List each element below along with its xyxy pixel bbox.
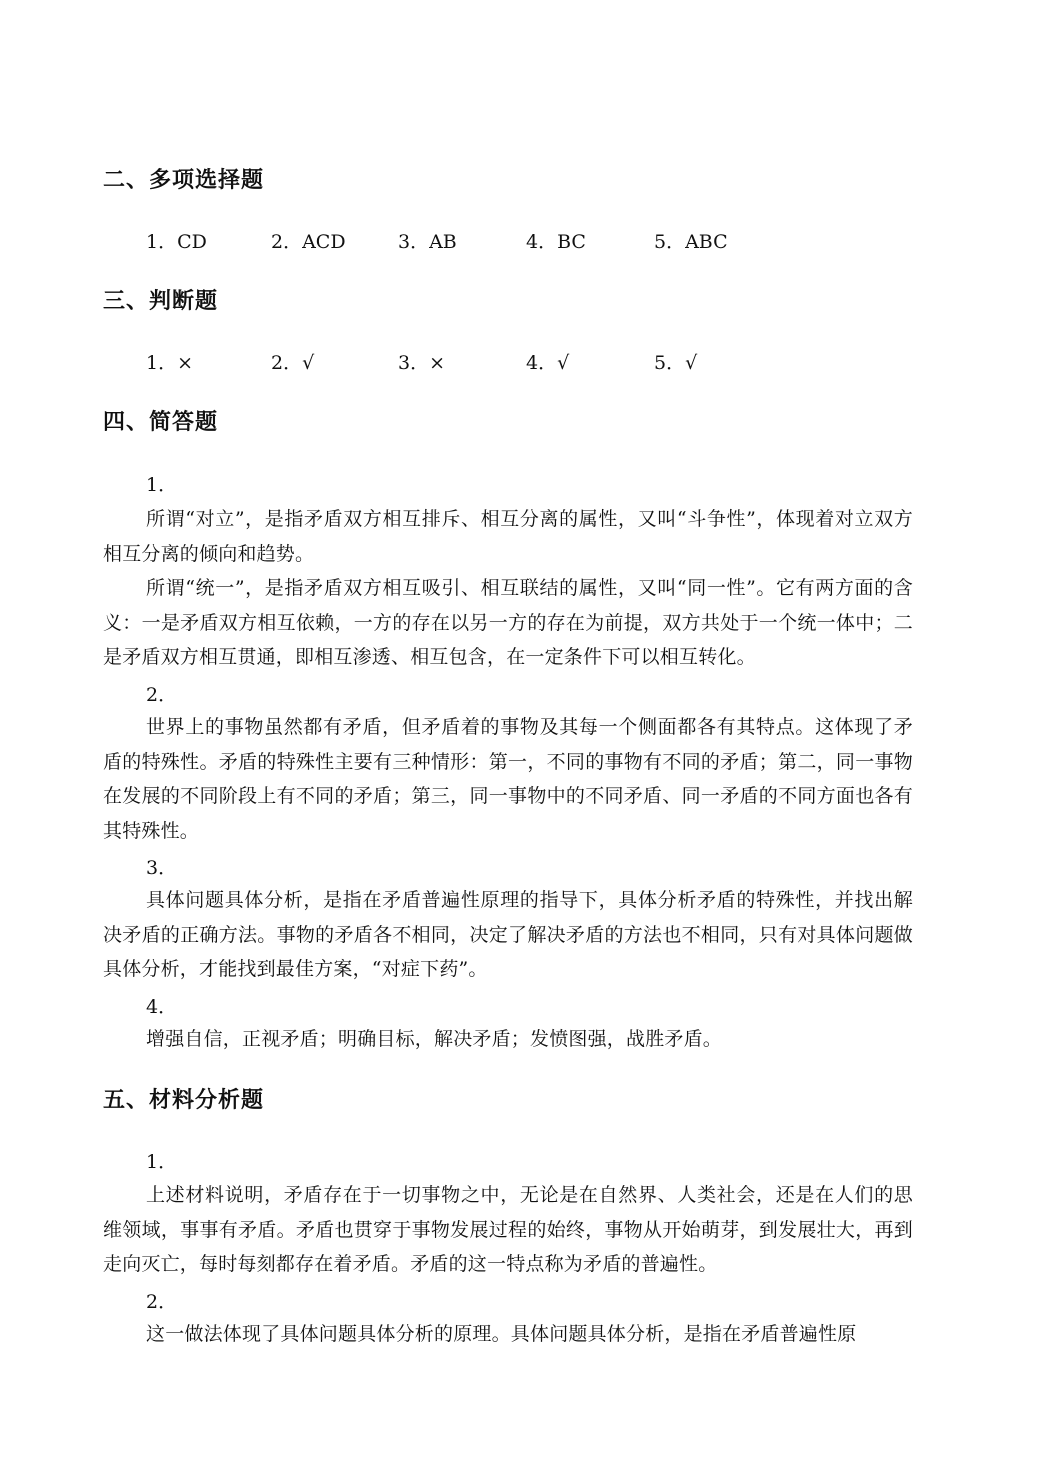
question-number: 2． [146, 684, 178, 706]
section-heading-multiple-choice: 二、多项选择题 [103, 168, 265, 193]
answer-item: 1．× [146, 352, 194, 374]
answer-paragraph: 所谓“对立”，是指矛盾双方相互排斥、相互分离的属性，又叫“斗争性”，体现着对立双方相互分离的倾向和趋势。 [103, 508, 913, 565]
answer-paragraph: 这一做法体现了具体问题具体分析的原理。具体问题具体分析，是指在矛盾普遍性原 [146, 1323, 857, 1345]
answer-paragraph: 具体问题具体分析，是指在矛盾普遍性原理的指导下，具体分析矛盾的特殊性，并找出解决矛盾的正确方法。事物的矛盾各不相同，决定了解决矛盾的方法也不相同，只有对具体问题做具体分析，才能找到最佳方案，“对症下药”。 [103, 889, 913, 980]
answer-item: 3．× [398, 352, 446, 374]
answer-item: 1．CD [146, 231, 207, 253]
answer-item: 2．ACD [271, 231, 346, 253]
section-heading-true-false: 三、判断题 [103, 289, 219, 314]
section-heading-short-answer: 四、简答题 [103, 410, 219, 435]
answer-item: 3．AB [398, 231, 457, 253]
question-number: 4． [146, 996, 178, 1018]
answer-item: 5．√ [654, 352, 698, 374]
answer-paragraph: 增强自信，正视矛盾；明确目标，解决矛盾；发愤图强，战胜矛盾。 [146, 1028, 723, 1050]
multiple-choice-answers [146, 229, 846, 255]
answer-paragraph: 上述材料说明，矛盾存在于一切事物之中，无论是在自然界、人类社会，还是在人们的思维领域，事事有矛盾。矛盾也贯穿于事物发展过程的始终，事物从开始萌芽，到发展壮大，再到走向灭亡，每时每刻都存在着矛盾。矛盾的这一特点称为矛盾的普遍性。 [103, 1184, 913, 1275]
answer-item: 4．BC [526, 231, 586, 253]
answer-item: 4．√ [526, 352, 570, 374]
question-number: 2． [146, 1291, 178, 1313]
answer-paragraph: 所谓“统一”，是指矛盾双方相互吸引、相互联结的属性，又叫“同一性”。它有两方面的含义：一是矛盾双方相互依赖，一方的存在以另一方的存在为前提，双方共处于一个统一体中；二是矛盾双方相互贯通，即相互渗透、相互包含，在一定条件下可以相互转化。 [103, 577, 913, 668]
answer-item: 5．ABC [654, 231, 728, 253]
question-number: 3． [146, 857, 178, 879]
answer-paragraph: 世界上的事物虽然都有矛盾，但矛盾着的事物及其每一个侧面都各有其特点。这体现了矛盾的特殊性。矛盾的特殊性主要有三种情形：第一，不同的事物有不同的矛盾；第二，同一事物在发展的不同阶段上有不同的矛盾；第三，同一事物中的不同矛盾、同一矛盾的不同方面也各有其特殊性。 [103, 716, 913, 842]
question-number: 1． [146, 474, 178, 496]
answer-item: 2．√ [271, 352, 315, 374]
true-false-answers [146, 350, 846, 376]
section-heading-material-analysis: 五、材料分析题 [103, 1088, 265, 1113]
question-number: 1． [146, 1151, 178, 1173]
